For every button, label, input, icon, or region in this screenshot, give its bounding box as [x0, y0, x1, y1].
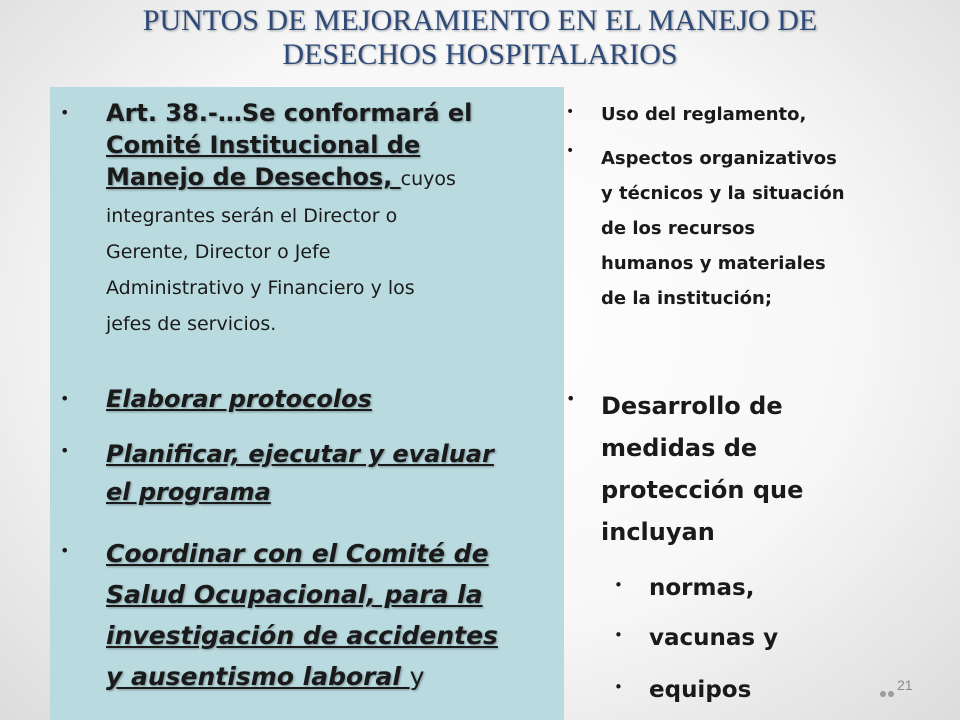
- aspectos-line: y técnicos y la situación: [601, 183, 845, 204]
- sub-item-equipos: equipos: [649, 677, 752, 703]
- coordinar-line-3: investigación de accidentes: [106, 621, 498, 650]
- left-content-panel: [50, 87, 564, 720]
- bullet-icon: •: [60, 541, 70, 560]
- bullet-icon: •: [60, 441, 70, 460]
- bullet-icon: •: [614, 576, 623, 594]
- coordinar-line-2: Salud Ocupacional, para la: [106, 580, 483, 609]
- coordinar-line-4: y ausentismo laboral: [106, 662, 410, 691]
- slide-title-line-1: PUNTOS DE MEJORAMIENTO EN EL MANEJO DE: [142, 4, 818, 37]
- coordinar-line-1: Coordinar con el Comité de: [106, 539, 489, 568]
- bullet-icon: •: [566, 143, 575, 159]
- article-cuyos-text: cuyos: [400, 168, 456, 190]
- article-detail-line: jefes de servicios.: [106, 313, 277, 335]
- bullet-icon: •: [566, 104, 575, 120]
- committee-name-line-2: Manejo de Desechos,: [106, 163, 401, 191]
- slide-title-line-2: DESECHOS HOSPITALARIOS: [282, 38, 678, 71]
- article-detail-line: integrantes serán el Director o: [106, 205, 398, 227]
- article-detail-line: Gerente, Director o Jefe: [106, 241, 331, 263]
- desarrollo-line: incluyan: [601, 518, 715, 546]
- committee-name-line-1: Comité Institucional de: [106, 131, 421, 159]
- sub-item-normas: normas,: [649, 575, 755, 601]
- planificar-line-1: Planificar, ejecutar y evaluar: [106, 440, 494, 468]
- desarrollo-line: Desarrollo de: [601, 392, 783, 420]
- slide-title: [40, 4, 920, 72]
- bullet-icon: •: [614, 626, 623, 644]
- coordinar-tail-text: y: [409, 662, 425, 691]
- desarrollo-line: protección que: [601, 476, 804, 504]
- aspectos-line: de los recursos: [601, 218, 756, 239]
- uso-reglamento-text: Uso del reglamento,: [601, 104, 807, 125]
- aspectos-line: Aspectos organizativos: [601, 148, 837, 169]
- elaborar-protocolos-text: Elaborar protocolos: [106, 385, 372, 413]
- sub-item-vacunas: vacunas y: [649, 625, 779, 651]
- desarrollo-line: medidas de: [601, 434, 758, 462]
- planificar-line-2: el programa: [106, 478, 271, 506]
- slide-number-dots-icon: [880, 682, 896, 701]
- bullet-icon: •: [60, 389, 70, 408]
- slide-number: 21: [897, 677, 913, 693]
- bullet-icon: •: [60, 103, 70, 122]
- article-detail-line: Administrativo y Financiero y los: [106, 277, 415, 299]
- aspectos-line: de la institución;: [601, 288, 773, 309]
- bullet-icon: •: [566, 389, 576, 408]
- aspectos-line: humanos y materiales: [601, 253, 826, 274]
- bullet-icon: •: [614, 678, 623, 696]
- article-lead-text: Art. 38.-…Se conformará el: [106, 99, 473, 127]
